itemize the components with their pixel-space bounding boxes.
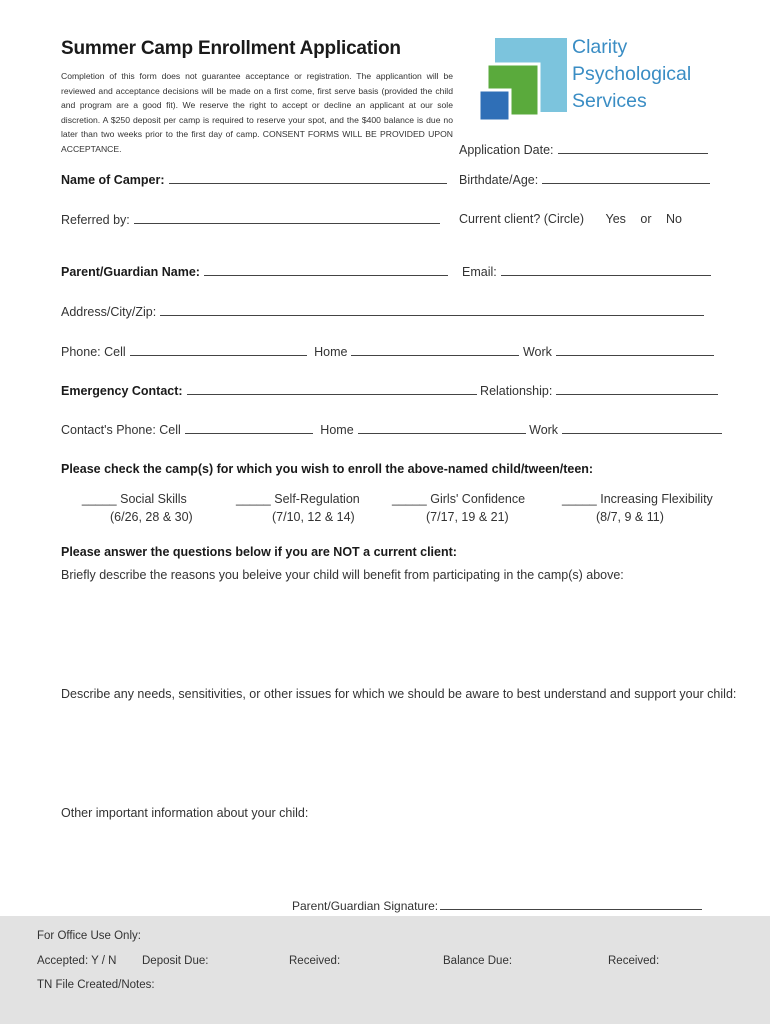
current-client-field xyxy=(459,212,682,226)
camp-dates: (7/10, 12 & 14) xyxy=(272,510,355,524)
camp-option[interactable] xyxy=(76,492,193,524)
contact-phone-row xyxy=(61,422,722,437)
current-client-or: or xyxy=(640,212,652,226)
camper-name-line[interactable] xyxy=(169,172,447,184)
office-accepted: Accepted: Y / N xyxy=(37,955,117,967)
phone-work-line[interactable] xyxy=(556,344,714,356)
camp-checkbox-blank[interactable]: _____ xyxy=(562,492,597,506)
email-field[interactable] xyxy=(462,264,711,279)
current-client-yes[interactable]: Yes xyxy=(605,212,626,226)
signature-field[interactable] xyxy=(292,898,702,913)
question-1: Briefly describe the reasons you beleive your child will benefit from participating in the camp(s) above: xyxy=(61,568,624,582)
signature-line[interactable] xyxy=(440,898,702,910)
office-use-panel xyxy=(0,916,770,1024)
email-line[interactable] xyxy=(501,264,711,276)
application-date-field[interactable] xyxy=(459,142,708,157)
referred-by-field[interactable] xyxy=(61,212,440,227)
camp-dates: (7/17, 19 & 21) xyxy=(426,510,509,524)
question-3: Other important information about your child: xyxy=(61,806,309,820)
contact-phone-cell-label: Contact's Phone: Cell xyxy=(61,423,181,437)
camper-name-field[interactable] xyxy=(61,172,447,187)
camp-checkbox-blank[interactable]: _____ xyxy=(81,492,117,506)
contact-phone-home-line[interactable] xyxy=(358,422,526,434)
contact-phone-home-label: Home xyxy=(320,423,354,437)
phone-home-line[interactable] xyxy=(351,344,519,356)
referred-by-line[interactable] xyxy=(134,212,440,224)
camp-option[interactable] xyxy=(236,492,360,524)
birthdate-age-label: Birthdate/Age: xyxy=(459,173,539,187)
phone-work-label: Work xyxy=(522,345,552,359)
phone-cell-label: Phone: Cell xyxy=(61,345,126,359)
office-tn-file: TN File Created/Notes: xyxy=(37,979,155,991)
logo-line-1: Clarity xyxy=(572,36,628,58)
camps-heading: Please check the camp(s) for which you wish to enroll the above-named child/tween/teen: xyxy=(61,462,594,476)
camp-name: Social Skills xyxy=(120,492,187,506)
office-received-deposit: Received: xyxy=(289,955,341,967)
address-line[interactable] xyxy=(160,304,704,316)
camp-checkbox-blank[interactable]: _____ xyxy=(392,492,427,506)
contact-phone-work-line[interactable] xyxy=(562,422,722,434)
answer-2-area[interactable] xyxy=(61,708,711,798)
camp-dates: (8/7, 9 & 11) xyxy=(596,510,664,524)
referred-by-label: Referred by: xyxy=(61,213,130,227)
birthdate-age-field[interactable] xyxy=(459,172,710,187)
camp-name: Self-Regulation xyxy=(274,492,360,506)
office-use-heading: For Office Use Only: xyxy=(37,930,141,942)
logo-mark-icon xyxy=(478,36,570,122)
signature-label: Parent/Guardian Signature: xyxy=(292,899,439,913)
contact-phone-cell-line[interactable] xyxy=(185,422,313,434)
phone-row xyxy=(61,344,714,359)
camper-name-label: Name of Camper: xyxy=(61,173,165,187)
answer-1-area[interactable] xyxy=(61,590,711,680)
parent-name-label: Parent/Guardian Name: xyxy=(61,265,200,279)
form-title: Summer Camp Enrollment Application xyxy=(61,38,401,59)
address-field[interactable] xyxy=(61,304,704,319)
office-received-balance: Received: xyxy=(608,955,660,967)
parent-name-field[interactable] xyxy=(61,264,448,279)
contact-phone-work-label: Work xyxy=(529,423,559,437)
camp-checkbox-blank[interactable]: _____ xyxy=(236,492,271,506)
emergency-contact-label: Emergency Contact: xyxy=(61,384,183,398)
camp-option[interactable] xyxy=(562,492,713,524)
logo-text xyxy=(572,34,691,115)
application-date-label: Application Date: xyxy=(459,143,554,157)
camp-option[interactable] xyxy=(392,492,525,524)
emergency-contact-row xyxy=(61,383,718,398)
phone-home-label: Home xyxy=(314,345,348,359)
camp-name: Girls' Confidence xyxy=(430,492,526,506)
form-intro: Completion of this form does not guarantee acceptance or registration. The applicantion will be reviewed and acceptance decisions will be made on a first come, first serve basis (provided the child and program are a good fit). We reserve the right to accept or decline an applicant at our sole discretion. A $250 deposit per camp is required to reserve your spot, and the $400 balance is due no later than two weeks prior to the first day of camp. CONSENT FORMS WILL BE PROVIDED UPON ACCEPTANCE. xyxy=(61,71,453,154)
address-label: Address/City/Zip: xyxy=(61,305,157,319)
office-balance-due: Balance Due: xyxy=(443,955,513,967)
question-2: Describe any needs, sensitivities, or other issues for which we should be aware to best understand and support your child: xyxy=(61,687,737,701)
logo-line-3: Services xyxy=(572,90,647,112)
questions-heading: Please answer the questions below if you are NOT a current client: xyxy=(61,545,457,559)
email-label: Email: xyxy=(462,265,497,279)
answer-3-area[interactable] xyxy=(61,826,711,886)
office-deposit-due: Deposit Due: xyxy=(142,955,209,967)
logo-line-2: Psychological xyxy=(572,63,692,85)
emergency-contact-line[interactable] xyxy=(187,383,477,395)
application-date-line[interactable] xyxy=(558,142,708,154)
current-client-label: Current client? (Circle) xyxy=(459,212,585,226)
relationship-label: Relationship: xyxy=(480,384,553,398)
camp-name: Increasing Flexibility xyxy=(600,492,713,506)
camp-dates: (6/26, 28 & 30) xyxy=(110,510,193,524)
parent-name-line[interactable] xyxy=(204,264,448,276)
current-client-no[interactable]: No xyxy=(666,212,682,226)
relationship-line[interactable] xyxy=(556,383,718,395)
phone-cell-line[interactable] xyxy=(130,344,307,356)
birthdate-age-line[interactable] xyxy=(542,172,710,184)
